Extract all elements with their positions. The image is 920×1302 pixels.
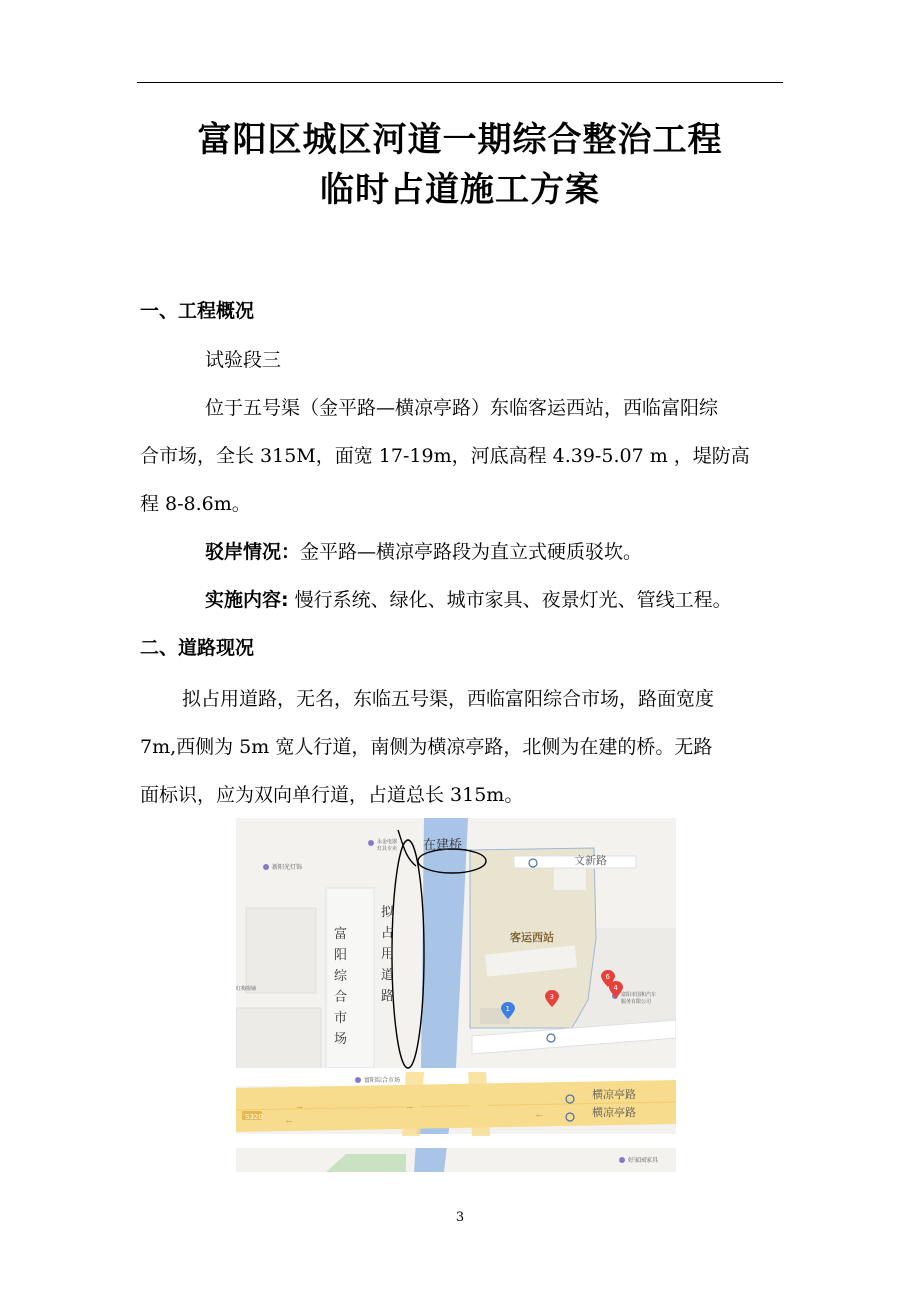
svg-text:←: ← bbox=[536, 1111, 543, 1120]
implementation-label: 实施内容: bbox=[205, 589, 289, 611]
svg-text:拟: 拟 bbox=[381, 905, 395, 920]
svg-text:路: 路 bbox=[381, 989, 395, 1004]
south-road-label-1: 横凉亭路 bbox=[592, 1088, 636, 1101]
north-road-label: 文新路 bbox=[574, 854, 607, 867]
svg-text:3: 3 bbox=[549, 993, 554, 1001]
poi-left: 红梅窗铺 bbox=[236, 986, 257, 992]
site-map bbox=[236, 818, 676, 1172]
paragraph-line: 拟占用道路，无名，东临五号渠，西临富阳综合市场，路面宽度 bbox=[182, 688, 715, 710]
svg-text:→: → bbox=[406, 1103, 413, 1112]
svg-text:道: 道 bbox=[381, 968, 395, 983]
page-number: 3 bbox=[455, 1210, 465, 1225]
svg-text:1: 1 bbox=[505, 1005, 510, 1013]
poi-market: 富阳综合市场 bbox=[364, 1077, 401, 1084]
shore-condition-label: 驳岸情况： bbox=[205, 541, 301, 563]
poi-light-shop: 新阳光灯饰 bbox=[272, 864, 303, 871]
poi-service-company-2: 服务有限公司 bbox=[621, 999, 652, 1005]
svg-text:市: 市 bbox=[334, 1011, 348, 1026]
paragraph-line: 程 8-8.6m。 bbox=[140, 493, 251, 515]
shore-condition-text: 金平路—横凉亭路段为直立式硬质驳坎。 bbox=[300, 541, 643, 563]
svg-text:场: 场 bbox=[334, 1032, 348, 1047]
south-road-label-2: 横凉亭路 bbox=[592, 1106, 636, 1119]
header-rule bbox=[137, 82, 783, 83]
svg-text:富: 富 bbox=[334, 927, 348, 942]
paragraph-line: 合市场，全长 315M，面宽 17-19m，河底高程 4.39-5.07 m ，堤防高 bbox=[140, 445, 750, 467]
svg-text:4: 4 bbox=[613, 984, 618, 992]
poi-service-company: 富阳市国和汽车 bbox=[621, 992, 657, 998]
document-subtitle: 临时占道施工方案 bbox=[320, 170, 600, 210]
trial-section-label: 试验段三 bbox=[205, 349, 282, 371]
station-label: 客运西站 bbox=[510, 931, 554, 944]
paragraph-line: 位于五号渠（金平路—横凉亭路）东临客运西站，西临富阳综 bbox=[205, 397, 719, 419]
poi-furniture: 好家园家具 bbox=[628, 1157, 659, 1164]
bridge-label: 在建桥 bbox=[423, 838, 463, 853]
svg-text:6: 6 bbox=[605, 973, 610, 981]
svg-text:←: ← bbox=[286, 1117, 293, 1126]
svg-text:→: → bbox=[296, 1103, 303, 1112]
svg-text:占: 占 bbox=[381, 926, 395, 941]
poi-electric-shop: 永金电器 bbox=[377, 839, 398, 845]
shore-condition-line bbox=[205, 537, 642, 564]
svg-text:合: 合 bbox=[334, 990, 348, 1005]
section-heading-overview: 一、工程概况 bbox=[140, 300, 255, 322]
poi-electric-shop-2: 灯具专卖 bbox=[377, 846, 398, 852]
paragraph-line: 面标识，应为双向单行道，占道总长 315m。 bbox=[140, 784, 524, 806]
section-heading-road: 二、道路现况 bbox=[140, 637, 255, 659]
road-shield: S320 bbox=[245, 1113, 263, 1121]
svg-text:综: 综 bbox=[334, 969, 348, 984]
paragraph-line: 7m,西侧为 5m 宽人行道，南侧为横凉亭路，北侧为在建的桥。无路 bbox=[140, 736, 713, 758]
document-title: 富阳区城区河道一期综合整治工程 bbox=[197, 120, 723, 160]
svg-text:用: 用 bbox=[381, 947, 395, 962]
implementation-line bbox=[205, 585, 732, 612]
proposed-road-label bbox=[381, 904, 395, 1004]
implementation-text: 慢行系统、绿化、城市家具、夜景灯光、管线工程。 bbox=[288, 589, 732, 611]
svg-text:阳: 阳 bbox=[334, 948, 348, 963]
